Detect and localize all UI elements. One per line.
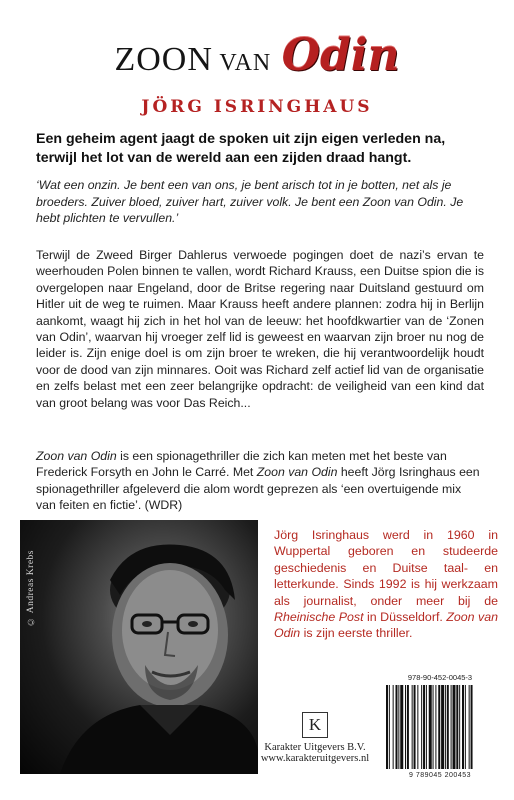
barcode-bar bbox=[453, 685, 456, 769]
barcode-bar bbox=[435, 685, 436, 769]
book-title bbox=[0, 30, 514, 81]
barcode-bar bbox=[471, 685, 473, 769]
publisher-logo-icon bbox=[302, 712, 328, 738]
publisher-block bbox=[260, 712, 370, 764]
barcode-bar bbox=[389, 685, 390, 769]
lead-text: Een geheim agent jaagt de spoken uit zijn eigen verleden na, terwijl het lot van de wereld aan een zijden draad hangt. bbox=[36, 131, 446, 166]
barcode-bar bbox=[438, 685, 440, 769]
author-name: JÖRG ISRINGHAUS bbox=[141, 97, 373, 117]
barcode-bar bbox=[429, 685, 432, 769]
barcode-bar bbox=[400, 685, 403, 769]
barcode-bar bbox=[398, 685, 399, 769]
barcode-bar bbox=[445, 685, 446, 769]
bio-text-part: Jörg Isringhaus werd in 1960 in Wuppertal geboren en studeerde geschiedenis en Duitse taal- en letterkunde. Sinds 1992 is hij werkzaam als journalist, onder meer bij de bbox=[274, 528, 498, 608]
book-title-inline: Zoon van Odin bbox=[256, 465, 338, 480]
title-word-van: VAN bbox=[219, 50, 272, 76]
barcode-digits: 9 789045 200453 bbox=[409, 772, 471, 779]
author-photo bbox=[20, 520, 258, 774]
barcode-bar bbox=[393, 685, 394, 769]
barcode-bar bbox=[421, 685, 422, 769]
barcode-bar bbox=[465, 685, 466, 769]
barcode-bar bbox=[405, 685, 406, 769]
bio-text-part: in Düsseldorf. bbox=[363, 610, 447, 625]
barcode-bar bbox=[407, 685, 409, 769]
barcode-bar bbox=[447, 685, 449, 769]
book-title-inline: Zoon van Odin bbox=[274, 610, 499, 641]
title-word-odin: Odin bbox=[281, 30, 400, 81]
author-portrait-illustration bbox=[20, 520, 258, 774]
excerpt-quote: ‘Wat een onzin. Je bent een van ons, je bent arisch tot in je botten, net als je broeders. Zuiver bloed, zuiver hart, zuiver volk. Je bent een Zoon van Odin. Je hebt plichten te vervullen.’ bbox=[36, 178, 464, 225]
barcode-bar bbox=[433, 685, 434, 769]
barcode-bar bbox=[456, 685, 458, 769]
publisher-name: Karakter Uitgevers B.V. bbox=[264, 742, 366, 753]
barcode-bar bbox=[426, 685, 427, 769]
photo-credit: © Andreas Krebs bbox=[26, 550, 36, 627]
barcode-bar bbox=[459, 685, 460, 769]
barcode-bar bbox=[423, 685, 425, 769]
book-title-inline: Zoon van Odin bbox=[36, 449, 117, 463]
barcode-bar bbox=[417, 685, 418, 769]
barcode-bar bbox=[462, 685, 464, 769]
author-bio bbox=[274, 527, 498, 642]
barcode-block bbox=[380, 673, 500, 783]
newspaper-name: Rheinische Post bbox=[274, 610, 364, 625]
review-text-part: is een spionagethriller die zich kan meten met het beste van Frederick Forsyth en John le Carré. Met bbox=[36, 449, 447, 480]
barcode-bar bbox=[386, 685, 388, 769]
review-text bbox=[36, 448, 484, 514]
isbn-number: 978-90-452-0045-3 bbox=[407, 673, 473, 682]
barcode-bar bbox=[412, 685, 413, 769]
review-text-part: heeft Jörg Isringhaus een spionagethriller afgeleverd die alom wordt geprezen als ‘een overtuigende mix van feiten en fictie’. (WDR) bbox=[36, 465, 480, 513]
publisher-logo-letter: K bbox=[308, 715, 322, 734]
bio-text-part: is zijn eerste thriller. bbox=[300, 626, 413, 641]
publisher-website[interactable]: www.karakteruitgevers.nl bbox=[260, 753, 370, 764]
barcode-icon bbox=[384, 685, 496, 771]
barcode-bar bbox=[441, 685, 444, 769]
barcode-bar bbox=[414, 685, 416, 769]
barcode-bar bbox=[469, 685, 470, 769]
barcode-bar bbox=[396, 685, 398, 769]
title-word-zoon: ZOON bbox=[114, 41, 213, 78]
barcode-bar bbox=[451, 685, 452, 769]
synopsis-text: Terwijl de Zweed Birger Dahlerus verwoede pogingen doet de nazi’s ervan te weerhouden Polen binnen te vallen, wordt Richard Krauss, een Duitse spion die is overgelopen naar Engeland, door de Britse regering naar Duitsland gestuurd om Hitler uit de weg te ruimen. Maar Krauss heeft andere plannen: zodra hij in Berlijn aankomt, waagt hij zich in het hol van de leeuw: het hoofdkwartier van de ‘Zonen van Odin’, waarvan hij vroeger zelf lid is geweest en waarvan zijn broer nu nog de leider is. Zijn enige doel is om zijn broer te wreken, die hij verantwoordelijk houdt voor de dood van zijn minnares. Ooit was Richard zelf actief lid van de organisatie en zelfs belast met een zeer belangrijke opdracht: de veiligheid van een kind dat van groot belang was voor Das Reich... bbox=[36, 248, 484, 410]
